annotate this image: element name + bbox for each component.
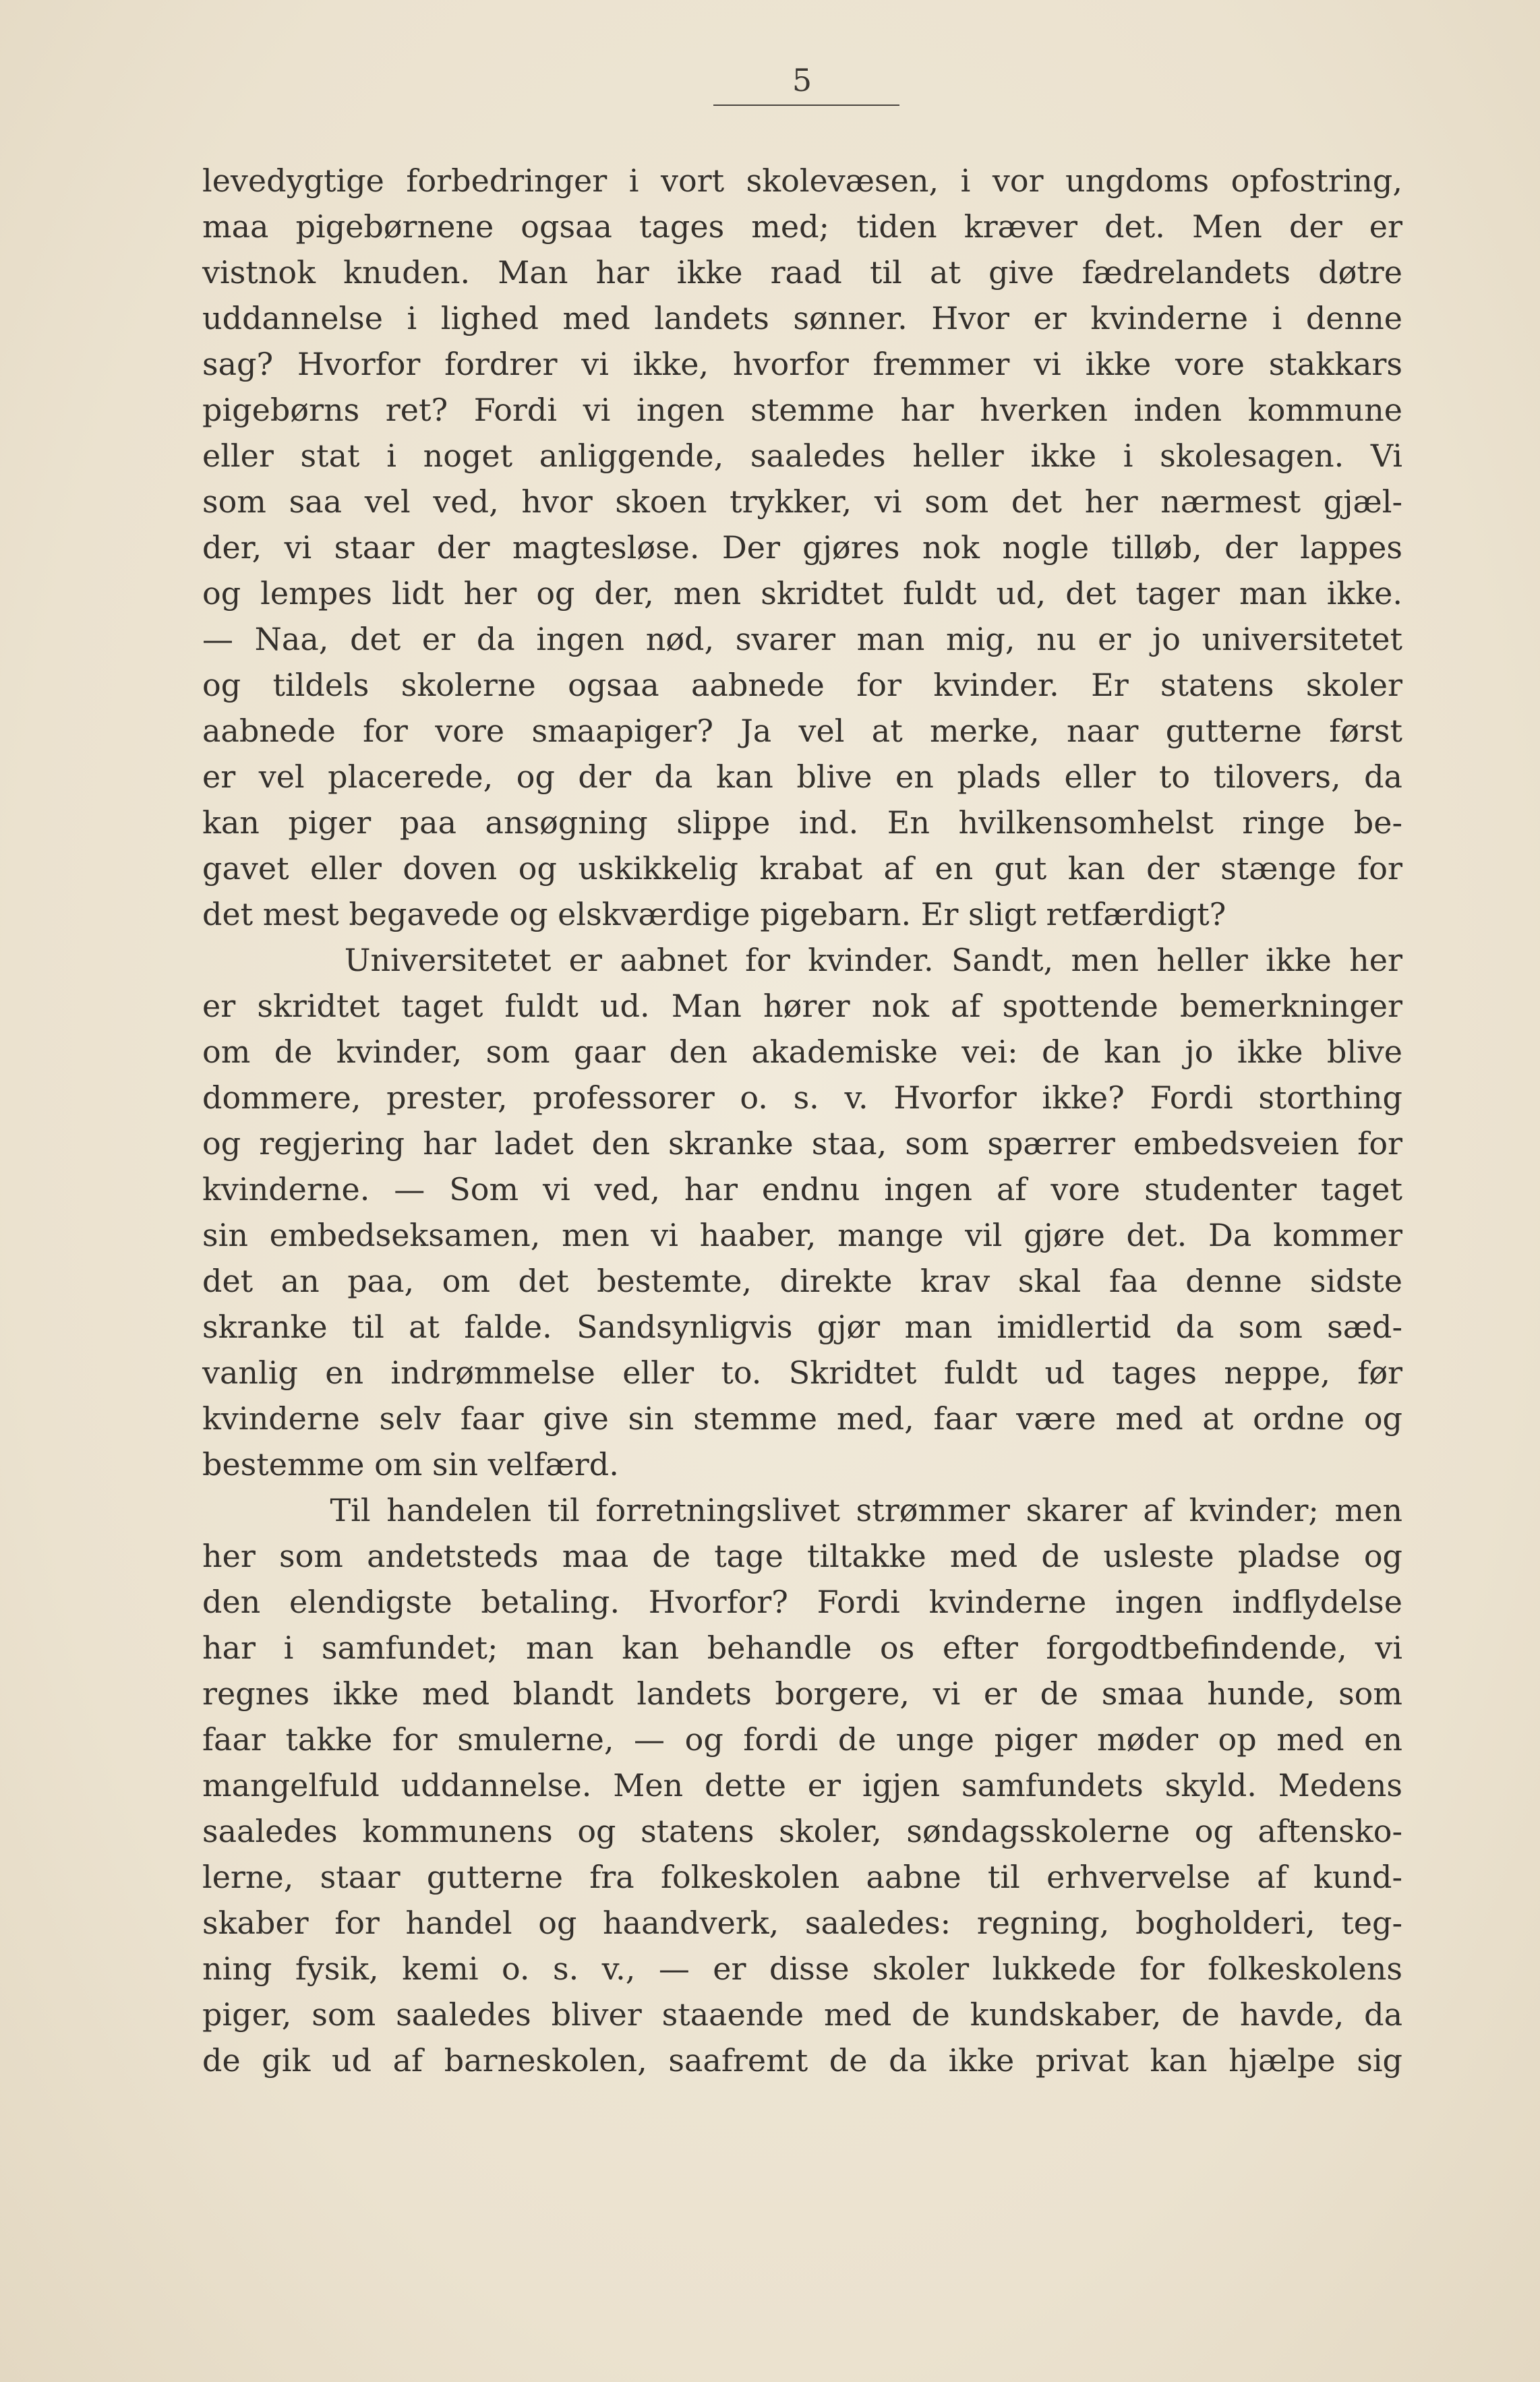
text-line: sin embedseksamen, men vi haaber, mange vil gjøre det. Da kommer — [202, 1217, 1402, 1253]
text-line: lerne, staar gutterne fra folkeskolen aabne til erhvervelse af kund- — [202, 1859, 1402, 1895]
text-line: — Naa, det er da ingen nød, svarer man mig, nu er jo universitetet — [202, 621, 1402, 657]
text-line: levedygtige forbedringer i vort skolevæsen, i vor ungdoms opfostring, — [202, 162, 1402, 199]
text-line: den elendigste betaling. Hvorfor? Fordi kvinderne ingen indflydelse — [202, 1584, 1402, 1620]
text-line: skranke til at falde. Sandsynligvis gjør man imidlertid da som sæd- — [202, 1309, 1402, 1345]
text-line: der, vi staar der magtesløse. Der gjøres nok nogle tilløb, der lappes — [202, 529, 1402, 566]
body-text — [202, 158, 1402, 2083]
text-line: eller stat i noget anliggende, saaledes heller ikke i skolesagen. Vi — [202, 438, 1402, 474]
text-line: kvinderne selv faar give sin stemme med, faar være med at ordne og — [202, 1400, 1402, 1437]
text-line: saaledes kommunens og statens skoler, søndagsskolerne og aftensko- — [202, 1813, 1402, 1849]
text-line: her som andetsteds maa de tage tiltakke med de usleste pladse og — [202, 1538, 1402, 1574]
text-line: det mest begavede og elskværdige pigebarn. Er sligt retfærdigt? — [202, 896, 1226, 932]
text-line: dommere, prester, professorer o. s. v. Hvorfor ikke? Fordi storthing — [202, 1079, 1402, 1116]
text-line: om de kvinder, som gaar den akademiske vei: de kan jo ikke blive — [202, 1034, 1402, 1070]
page-number-rule — [713, 105, 899, 106]
text-line: er vel placerede, og der da kan blive en plads eller to tilovers, da — [202, 758, 1402, 795]
text-line: vanlig en indrømmelse eller to. Skridtet fuldt ud tages neppe, før — [202, 1354, 1402, 1391]
text-line: ning fysik, kemi o. s. v., — er disse skoler lukkede for folkeskolens — [202, 1951, 1402, 1987]
text-line: Universitetet er aabnet for kvinder. Sandt, men heller ikke her — [202, 942, 1402, 978]
text-line: kvinderne. — Som vi ved, har endnu ingen af vore studenter taget — [202, 1171, 1402, 1208]
text-line: sag? Hvorfor fordrer vi ikke, hvorfor fremmer vi ikke vore stakkars — [202, 346, 1402, 382]
text-line: er skridtet taget fuldt ud. Man hører nok af spottende bemerkninger — [202, 988, 1402, 1024]
text-line: piger, som saaledes bliver staaende med de kundskaber, de havde, da — [202, 1996, 1402, 2033]
text-line: bestemme om sin velfærd. — [202, 1446, 619, 1483]
text-line: som saa vel ved, hvor skoen trykker, vi som det her nærmest gjæl- — [202, 483, 1402, 520]
page-number: 5 — [792, 62, 813, 98]
text-line: de gik ud af barneskolen, saafremt de da ikke privat kan hjælpe sig — [202, 2042, 1402, 2079]
text-line: kan piger paa ansøgning slippe ind. En hvilkensomhelst ringe be- — [202, 804, 1402, 841]
text-line: regnes ikke med blandt landets borgere, vi er de smaa hunde, som — [202, 1675, 1402, 1712]
text-line: maa pigebørnene ogsaa tages med; tiden kræver det. Men der er — [202, 208, 1402, 245]
text-line: og regjering har ladet den skranke staa, som spærrer embedsveien for — [202, 1125, 1402, 1162]
text-line: har i samfundet; man kan behandle os efter forgodtbefindende, vi — [202, 1630, 1402, 1666]
text-line: og lempes lidt her og der, men skridtet fuldt ud, det tager man ikke. — [202, 575, 1402, 612]
text-line: Til handelen til forretningslivet strømmer skarer af kvinder; men — [202, 1492, 1402, 1528]
text-line: det an paa, om det bestemte, direkte krav skal faa denne sidste — [202, 1263, 1402, 1299]
text-line: vistnok knuden. Man har ikke raad til at give fædrelandets døtre — [202, 254, 1402, 291]
text-line: mangelfuld uddannelse. Men dette er igjen samfundets skyld. Medens — [202, 1767, 1402, 1804]
text-line: uddannelse i lighed med landets sønner. Hvor er kvinderne i denne — [202, 300, 1402, 336]
text-line: og tildels skolerne ogsaa aabnede for kvinder. Er statens skoler — [202, 667, 1402, 703]
text-line: skaber for handel og haandverk, saaledes: regning, bogholderi, teg- — [202, 1905, 1402, 1941]
text-line: gavet eller doven og uskikkelig krabat af en gut kan der stænge for — [202, 850, 1402, 887]
text-line: aabnede for vore smaapiger? Ja vel at merke, naar gutterne først — [202, 713, 1402, 749]
text-line: pigebørns ret? Fordi vi ingen stemme har hverken inden kommune — [202, 392, 1402, 428]
text-line: faar takke for smulerne, — og fordi de unge piger møder op med en — [202, 1721, 1402, 1758]
